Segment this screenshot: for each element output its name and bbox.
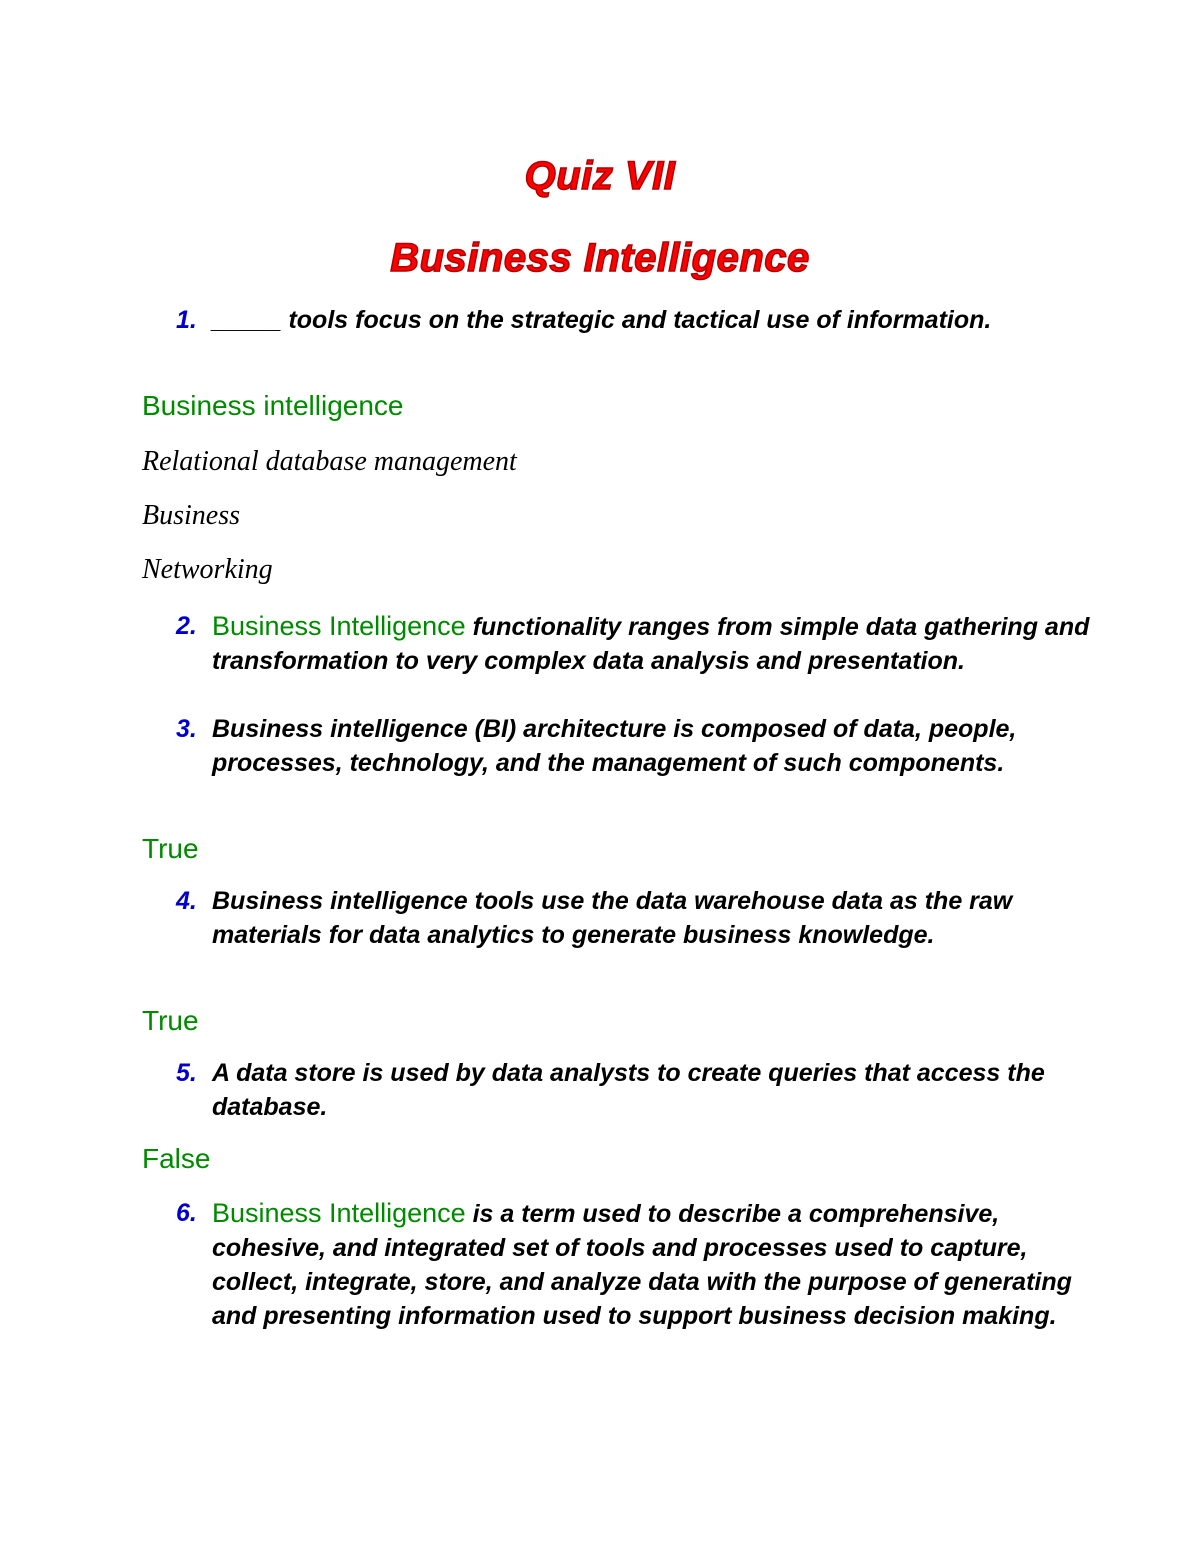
question-text: Business intelligence tools use the data warehouse data as the raw materials for data analytics to generate business knowledge. bbox=[212, 887, 1013, 949]
question-3 bbox=[176, 712, 1092, 780]
question-4 bbox=[176, 884, 1092, 952]
question-number: 1. bbox=[176, 306, 197, 334]
question-text: functionality ranges from simple data gathering and transformation to very complex data analysis and presentation. bbox=[212, 613, 1090, 675]
answer-q4: True bbox=[142, 1005, 199, 1036]
question-number: 4. bbox=[176, 887, 197, 915]
option-relational-database-management: Relational database management bbox=[142, 446, 517, 477]
question-1 bbox=[176, 303, 1092, 337]
question-text: _____ tools focus on the strategic and tactical use of information. bbox=[212, 306, 992, 334]
question-number: 6. bbox=[176, 1199, 197, 1227]
question-number: 5. bbox=[176, 1059, 197, 1087]
answer-q3: True bbox=[142, 833, 199, 864]
quiz-title: Quiz VII bbox=[524, 154, 676, 198]
quiz-subtitle: Business Intelligence bbox=[390, 236, 810, 280]
question-number: 3. bbox=[176, 715, 197, 743]
question-text: A data store is used by data analysts to create queries that access the database. bbox=[212, 1059, 1045, 1121]
question-number: 2. bbox=[176, 612, 197, 640]
option-networking: Networking bbox=[142, 554, 273, 585]
question-6 bbox=[176, 1196, 1092, 1333]
question-text: Business intelligence (BI) architecture is composed of data, people, processes, technology, and the management of such components. bbox=[212, 715, 1017, 777]
answer-q1: Business intelligence bbox=[142, 390, 404, 421]
answer-q5: False bbox=[142, 1143, 211, 1174]
question-5 bbox=[176, 1056, 1092, 1124]
highlighted-term: Business Intelligence bbox=[212, 1198, 466, 1228]
option-business: Business bbox=[142, 500, 240, 531]
highlighted-term: Business Intelligence bbox=[212, 611, 466, 641]
question-text: is a term used to describe a comprehensive, cohesive, and integrated set of tools and processes used to capture, collect, integrate, store, and analyze data with the purpose of generating and presenting information used to support business decision making. bbox=[212, 1200, 1072, 1330]
question-2 bbox=[176, 609, 1092, 678]
